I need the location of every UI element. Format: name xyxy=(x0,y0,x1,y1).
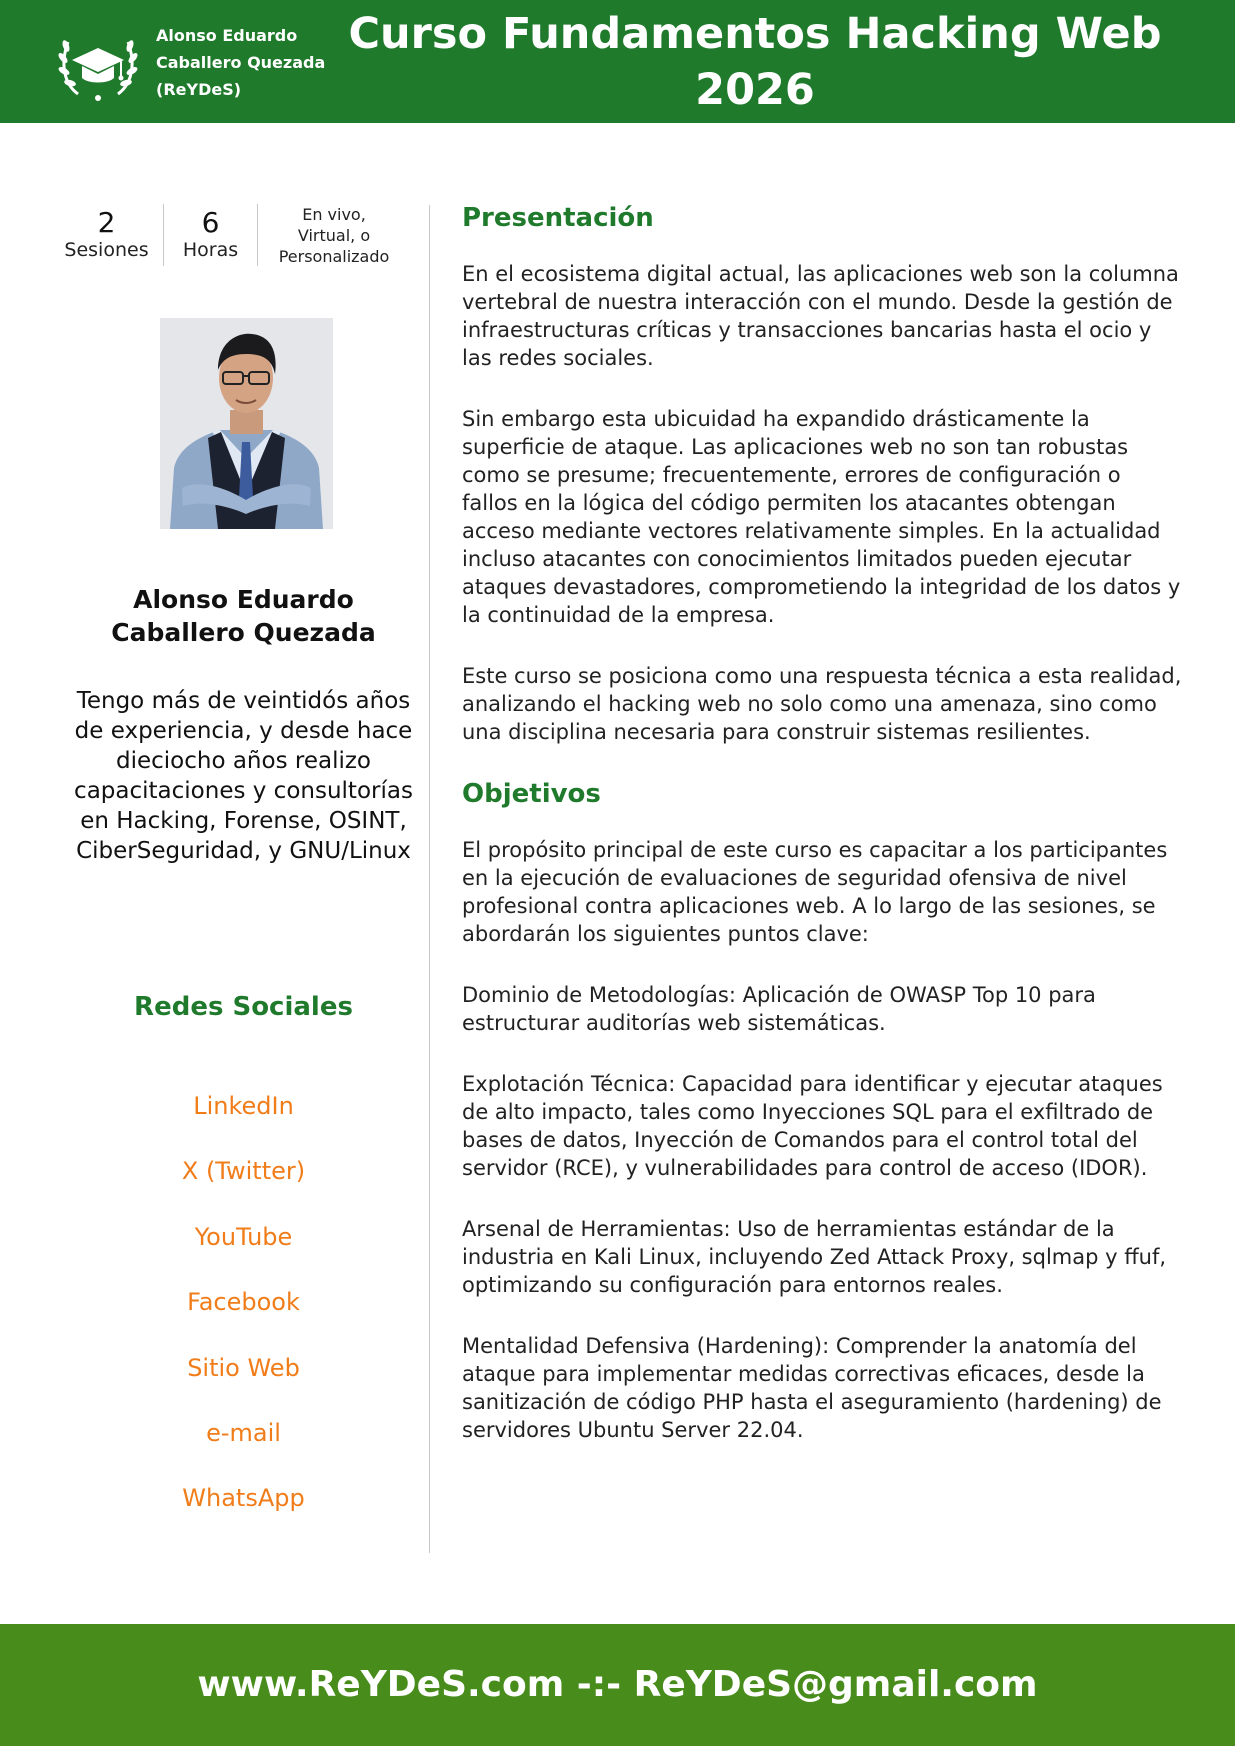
author-name-line1: Alonso Eduardo xyxy=(133,585,354,614)
stat-hours-label: Horas xyxy=(182,239,239,261)
stat-sessions-value: 2 xyxy=(97,206,116,239)
website-link[interactable]: Sitio Web xyxy=(187,1353,300,1382)
stat-sessions xyxy=(50,204,164,266)
objetivos-paragraph: Dominio de Metodologías: Aplicación de OWASP Top 10 para estructurar auditorías web sistemáticas. xyxy=(462,983,1096,1035)
objetivos-paragraph: El propósito principal de este curso es capacitar a los participantes en la ejecución de evaluaciones de seguridad ofensiva de nivel profesional contra aplicaciones web. A lo largo de las sesiones, se abordarán los siguientes puntos clave: xyxy=(462,838,1168,946)
author-photo xyxy=(160,318,333,529)
whatsapp-link[interactable]: WhatsApp xyxy=(182,1484,305,1513)
author-bio: Tengo más de veintidós años de experiencia, y desde hace dieciocho años realizo capacitaciones y consultorías en Hacking, Forense, OSINT, CiberSeguridad, y GNU/Linux xyxy=(74,688,413,864)
twitter-link[interactable]: X (Twitter) xyxy=(181,1157,306,1186)
youtube-link[interactable]: YouTube xyxy=(194,1222,293,1251)
stat-mode-line3: Personalizado xyxy=(278,246,390,266)
social-item xyxy=(60,1286,427,1351)
facebook-link[interactable]: Facebook xyxy=(187,1288,300,1317)
objetivos-title: Objetivos xyxy=(462,779,601,809)
header-author-line1: Alonso Eduardo xyxy=(156,26,298,45)
social-item xyxy=(60,1221,427,1286)
social-item xyxy=(60,1482,427,1547)
social-links-list xyxy=(60,1090,427,1548)
email-link[interactable]: e-mail xyxy=(206,1418,281,1447)
objetivos-paragraph: Arsenal de Herramientas: Uso de herramientas estándar de la industria en Kali Linux, incluyendo Zed Attack Proxy, sqlmap y ffuf, optimizando su configuración para entornos reales. xyxy=(462,1217,1167,1297)
footer-contact: www.ReYDeS.com -:- ReYDeS@gmail.com xyxy=(197,1664,1038,1705)
presentacion-paragraph: En el ecosistema digital actual, las aplicaciones web son la columna vertebral de nuestra interacción con el mundo. Desde la gestión de infraestructuras críticas y transacciones bancarias hasta el ocio y las redes sociales. xyxy=(462,262,1179,370)
social-item xyxy=(60,1090,427,1155)
header-author xyxy=(156,22,336,103)
stat-mode xyxy=(258,204,410,266)
footer-banner xyxy=(0,1624,1235,1746)
stat-hours xyxy=(164,204,258,266)
objetivos-paragraph: Explotación Técnica: Capacidad para identificar y ejecutar ataques de alto impacto, tales como Inyecciones SQL para el exfiltrado de bases de datos, Inyección de Comandos para el control total del servidor (RCE), y vulnerabilidades para control de acceso (IDOR). xyxy=(462,1072,1163,1180)
header-banner xyxy=(0,0,1235,123)
social-item xyxy=(60,1417,427,1482)
graduation-cap-laurel-icon xyxy=(56,24,140,104)
header-author-line2: Caballero Quezada xyxy=(156,53,326,72)
social-item xyxy=(60,1155,427,1220)
stat-mode-line2: Virtual, o xyxy=(297,225,371,245)
stat-sessions-label: Sesiones xyxy=(64,239,149,261)
course-stats xyxy=(50,204,410,266)
objetivos-paragraph: Mentalidad Defensiva (Hardening): Comprender la anatomía del ataque para implementar medidas correctivas eficaces, desde la sanitización de código PHP hasta el aseguramiento (hardening) de servidores Ubuntu Server 22.04. xyxy=(462,1334,1162,1442)
page-title-line2: 2026 xyxy=(695,65,815,115)
author-portrait-image xyxy=(160,318,333,529)
author-name xyxy=(60,583,427,649)
linkedin-link[interactable]: LinkedIn xyxy=(193,1092,294,1120)
main-content xyxy=(462,200,1182,1477)
stat-mode-line1: En vivo, xyxy=(302,204,366,224)
stat-hours-value: 6 xyxy=(201,206,220,239)
page-title xyxy=(340,6,1170,118)
social-title: Redes Sociales xyxy=(134,992,353,1022)
author-name-line2: Caballero Quezada xyxy=(111,618,376,647)
header-author-line3: (ReYDeS) xyxy=(156,80,242,99)
presentacion-paragraph: Sin embargo esta ubicuidad ha expandido drásticamente la superficie de ataque. Las aplicaciones web no son tan robustas como se presume; frecuentemente, errores de configuración o fallos en la lógica del código permiten los atacantes obtengan acceso mediante vectores relativamente simples. En la actualidad incluso atacantes con conocimientos limitados pueden ejecutar ataques devastadores, comprometiendo la integridad de los datos y la continuidad de la empresa. xyxy=(462,407,1181,627)
presentacion-title: Presentación xyxy=(462,203,654,233)
social-item xyxy=(60,1352,427,1417)
page-title-line1: Curso Fundamentos Hacking Web xyxy=(348,9,1162,59)
presentacion-paragraph: Este curso se posiciona como una respuesta técnica a esta realidad, analizando el hacking web no solo como una amenaza, sino como una disciplina necesaria para construir sistemas resilientes. xyxy=(462,664,1182,744)
column-divider xyxy=(429,205,430,1553)
